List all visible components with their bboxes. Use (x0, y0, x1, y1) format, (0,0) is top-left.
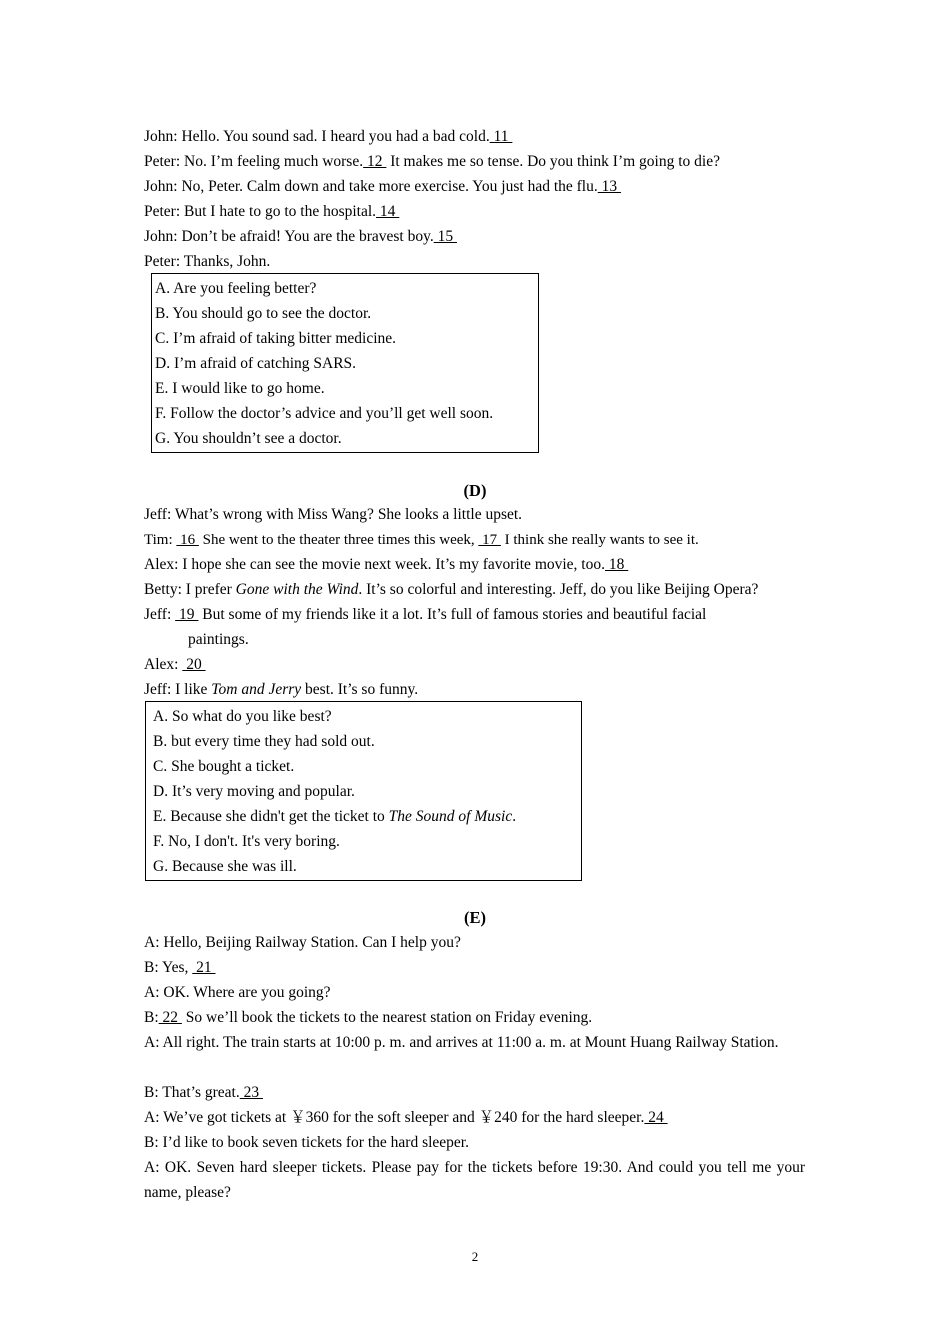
option-item: A. Are you feeling better? (155, 280, 317, 297)
option-item: C. I’m afraid of taking bitter medicine. (155, 330, 397, 347)
option-item: D. It’s very moving and popular. (153, 783, 355, 800)
dialogue-paragraph: A: All right. The train starts at 10:00 p. m. and arrives at 11:00 a. m. at Mount Huang Railway Station. (144, 1034, 779, 1051)
option-item: G. Because she was ill. (153, 858, 297, 875)
dialogue-line: Jeff: I like Tom and Jerry best. It’s so funny. (144, 681, 419, 698)
dialogue-line: Alex: I hope she can see the movie next week. It’s my favorite movie, too. 18 (144, 556, 629, 573)
answer-blank: 23 (239, 1084, 263, 1101)
option-item: E. I would like to go home. (155, 380, 325, 397)
dialogue-line: A: We’ve got tickets at ￥360 for the soft sleeper and ￥240 for the hard sleeper. 24 (144, 1109, 668, 1126)
dialogue-line: Jeff: What’s wrong with Miss Wang? She looks a little upset. (144, 506, 523, 523)
answer-blank: 18 (605, 556, 629, 573)
option-item: F. Follow the doctor’s advice and you’ll get well soon. (155, 405, 494, 422)
answer-blank: 17 (478, 532, 501, 548)
dialogue-line: John: Hello. You sound sad. I heard you had a bad cold. 11 (144, 128, 513, 145)
answer-blank: 12 (363, 153, 387, 170)
dialogue-line: John: No, Peter. Calm down and take more exercise. You just had the flu. 13 (144, 178, 621, 195)
answer-blank: 16 (176, 532, 199, 548)
dialogue-line: Peter: But I hate to go to the hospital. 14 (144, 203, 400, 220)
dialogue-line: A: Hello, Beijing Railway Station. Can I help you? (144, 934, 461, 951)
dialogue-line: A: OK. Where are you going? (144, 984, 331, 1001)
answer-blank: 24 (644, 1109, 668, 1126)
section-heading-e: (E) (464, 908, 486, 927)
dialogue-line: Betty: I prefer Gone with the Wind. It’s so colorful and interesting. Jeff, do you like Beijing Opera? (144, 581, 759, 598)
answer-blank: 15 (433, 228, 457, 245)
option-item: B. but every time they had sold out. (153, 733, 375, 750)
answer-blank: 14 (376, 203, 400, 220)
option-item: B. You should go to see the doctor. (155, 305, 372, 322)
dialogue-paragraph: A: OK. Seven hard sleeper tickets. Please pay for the tickets before 19:30. And could you tell me your name, please? (144, 1159, 805, 1201)
answer-blank: 21 (192, 959, 216, 976)
dialogue-line: B: That’s great. 23 (144, 1084, 263, 1101)
answer-blank: 11 (489, 128, 513, 145)
section-heading-d: (D) (463, 481, 487, 500)
dialogue-line: B: 22 So we’ll book the tickets to the nearest station on Friday evening. (144, 1009, 593, 1026)
answer-blank: 13 (597, 178, 621, 195)
answer-blank: 19 (175, 606, 199, 623)
dialogue-line: John: Don’t be afraid! You are the bravest boy. 15 (144, 228, 457, 245)
dialogue-line: Tim: 16 She went to the theater three times this week, 17 I think she really wants to see it. (144, 532, 699, 548)
option-item: F. No, I don't. It's very boring. (153, 833, 340, 850)
option-item: A. So what do you like best? (153, 708, 332, 725)
dialogue-line-continued: paintings. (188, 631, 249, 648)
dialogue-line: Peter: Thanks, John. (144, 253, 271, 270)
answer-blank: 20 (182, 656, 206, 673)
dialogue-line: Alex: 20 (144, 656, 206, 673)
dialogue-line: Peter: No. I’m feeling much worse. 12 It makes me so tense. Do you think I’m going to die? (144, 153, 720, 170)
page-number: 2 (471, 1249, 479, 1264)
option-item: D. I’m afraid of catching SARS. (155, 355, 357, 372)
option-item: E. Because she didn't get the ticket to The Sound of Music. (153, 808, 517, 825)
option-item: C. She bought a ticket. (153, 758, 295, 775)
answer-blank: 22 (158, 1009, 182, 1026)
option-item: G. You shouldn’t see a doctor. (155, 430, 342, 447)
options-box-c (151, 273, 539, 453)
options-box-d (145, 701, 582, 881)
dialogue-line: Jeff: 19 But some of my friends like it a lot. It’s full of famous stories and beautiful facial (144, 606, 707, 623)
dialogue-line: B: I’d like to book seven tickets for the hard sleeper. (144, 1134, 469, 1151)
dialogue-line: B: Yes, 21 (144, 959, 216, 976)
